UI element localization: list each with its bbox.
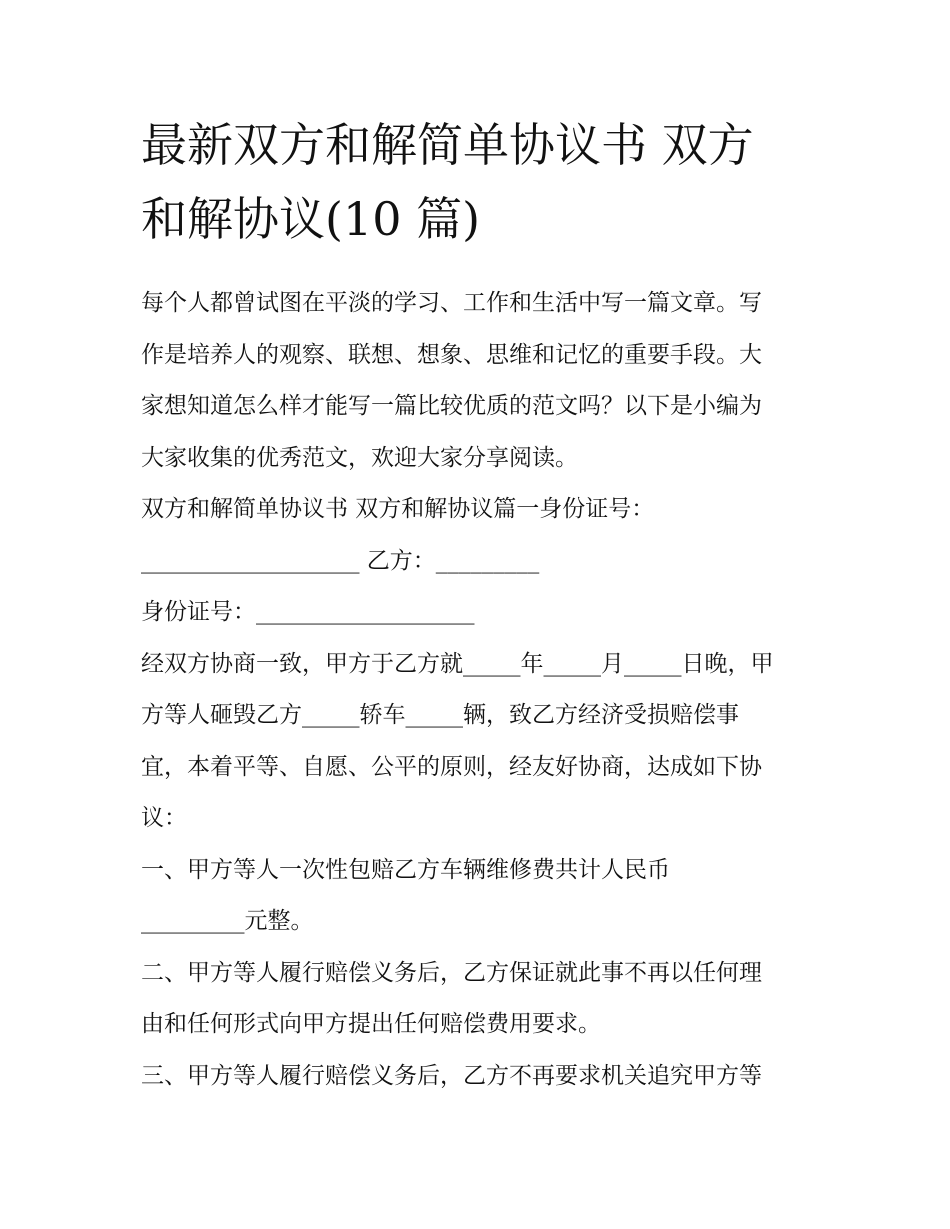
document-page <box>141 108 821 1102</box>
body-line: _________元整。 <box>141 908 314 934</box>
body-line: 二、甲方等人履行赔偿义务后，乙方保证就此事不再以任何理 <box>141 959 762 986</box>
document-body <box>141 278 821 1102</box>
body-line: 三、甲方等人履行赔偿义务后，乙方不再要求机关追究甲方等 <box>141 1062 762 1089</box>
body-line: 大家收集的优秀范文，欢迎大家分享阅读。 <box>141 444 578 471</box>
document-title <box>141 108 821 256</box>
body-line: 身份证号：___________________ <box>141 599 475 625</box>
body-line: 家想知道怎么样才能写一篇比较优质的范文吗？以下是小编为 <box>141 393 762 419</box>
body-line: 一、甲方等人一次性包赔乙方车辆维修费共计人民币 <box>141 856 670 883</box>
body-line: 每个人都曾试图在平淡的学习、工作和生活中写一篇文章。写 <box>141 290 762 316</box>
body-line: 方等人砸毁乙方_____轿车_____辆，致乙方经济受损赔偿事 <box>141 702 739 728</box>
body-line: 双方和解简单协议书 双方和解协议篇一身份证号： <box>141 496 655 522</box>
body-line: 经双方协商一致，甲方于乙方就_____年_____月_____日晚，甲 <box>141 650 774 677</box>
body-line: 由和任何形式向甲方提出任何赔偿费用要求。 <box>141 1011 601 1037</box>
title-line: 和解协议(10 篇) <box>141 192 481 246</box>
body-line: 议： <box>141 805 187 831</box>
body-line: 宜，本着平等、自愿、公平的原则，经友好协商，达成如下协 <box>141 753 762 780</box>
body-line: 作是培养人的观察、联想、想象、思维和记忆的重要手段。大 <box>141 341 762 368</box>
title-line: 最新双方和解简单协议书 双方 <box>141 118 754 172</box>
body-line: ___________________ 乙方：_________ <box>141 547 540 574</box>
